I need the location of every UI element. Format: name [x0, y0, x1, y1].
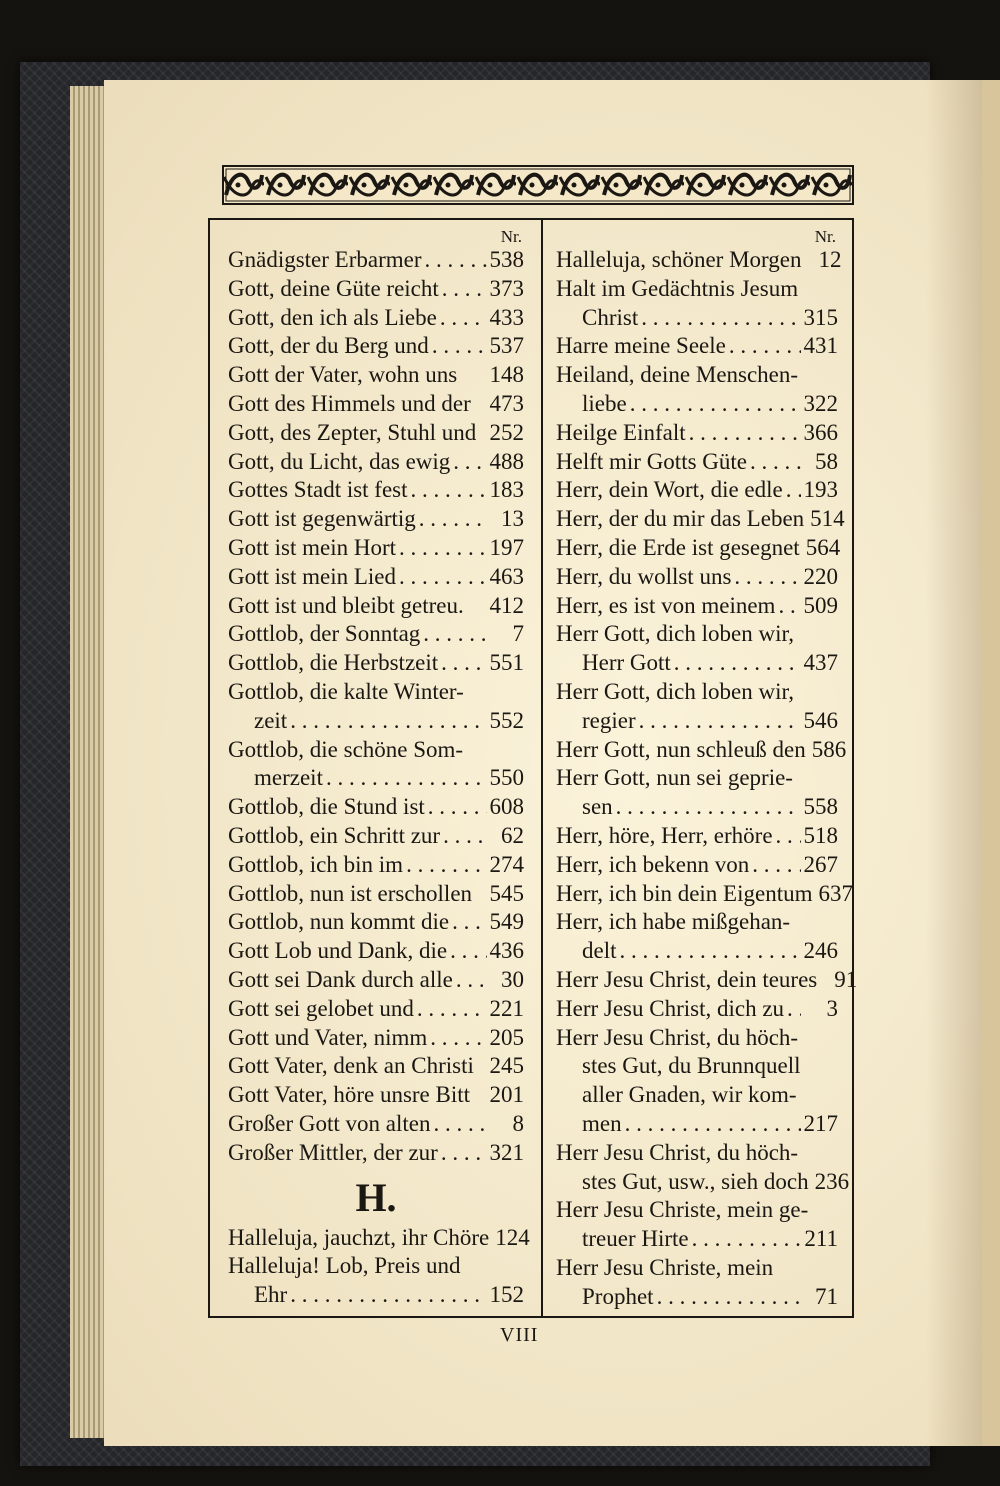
- index-entry: [228, 937, 524, 966]
- hymn-number: 221: [489, 995, 524, 1021]
- dot-leader: [734, 563, 800, 592]
- dot-leader: [452, 908, 486, 937]
- dot-leader: [442, 275, 487, 304]
- dot-leader: [326, 764, 487, 793]
- hymn-number: 463: [489, 563, 524, 589]
- index-entry: [228, 851, 524, 880]
- index-entry: [228, 1110, 524, 1139]
- hymn-title: Gott Vater, höre unsre Bitt: [228, 1082, 471, 1108]
- hymn-number: 431: [803, 333, 838, 359]
- index-entry: [556, 1081, 838, 1110]
- index-entry: [556, 1254, 838, 1283]
- dot-leader: [752, 851, 800, 880]
- dot-leader: [692, 1225, 801, 1254]
- index-entry: [228, 275, 524, 304]
- hymn-number: 62: [501, 822, 524, 848]
- hymn-title: Herr, die Erde ist gesegnet: [556, 534, 800, 560]
- hymn-title: Herr Gott, nun schleuß den: [556, 736, 806, 762]
- hymn-title: Herr Gott, nun sei geprie-: [556, 765, 793, 791]
- hymn-title: Herr Jesu Christ, du höch-: [556, 1139, 799, 1165]
- hymn-number: 217: [803, 1110, 838, 1136]
- hymn-number: 412: [489, 592, 524, 618]
- hymn-number: 550: [489, 765, 524, 791]
- dot-leader: [630, 390, 801, 419]
- hymn-title: delt: [582, 938, 617, 964]
- hymn-title: Gott, des Zepter, Stuhl und: [228, 419, 477, 445]
- hymn-number: 322: [803, 390, 838, 416]
- index-entry: [556, 332, 838, 361]
- hymn-title: Gott ist gegenwärtig: [228, 506, 416, 532]
- index-entry: [556, 822, 838, 851]
- hymn-number: 236: [814, 1168, 850, 1194]
- index-entry: [556, 1168, 850, 1197]
- hymn-title: Herr, ich bin dein Eigentum: [556, 880, 813, 906]
- hymn-title: Helft mir Gotts Güte: [556, 448, 747, 474]
- index-entry: [228, 304, 524, 333]
- hymn-number: 58: [815, 448, 838, 474]
- hymn-number: 564: [805, 534, 841, 560]
- hymn-number: 537: [489, 333, 524, 359]
- hymn-title: Heilge Einfalt: [556, 419, 686, 445]
- index-entry: [556, 1139, 838, 1168]
- hymn-title: Herr Gott, dich loben wir,: [556, 621, 794, 647]
- hymn-number: 193: [803, 477, 838, 503]
- hymn-number: 321: [489, 1139, 524, 1165]
- hymn-number: 197: [489, 534, 524, 560]
- hymn-number: 509: [803, 592, 838, 618]
- hymn-title: Gott des Himmels und der: [228, 390, 471, 416]
- hymn-title: Gottlob, nun kommt die: [228, 909, 450, 935]
- index-entry: [228, 332, 524, 361]
- dot-leader: [641, 304, 800, 333]
- dot-leader: [433, 1110, 487, 1139]
- index-entry: [556, 361, 838, 390]
- index-entry: [556, 678, 838, 707]
- hymn-number: 366: [803, 419, 838, 445]
- page-gutter-shade: [926, 80, 982, 1446]
- hymn-number: 373: [489, 275, 524, 301]
- hymn-title: Gottlob, der Sonntag: [228, 621, 421, 647]
- column-divider: [541, 220, 543, 1316]
- hymn-title: Gottlob, ein Schritt zur: [228, 822, 441, 848]
- dot-leader: [430, 1024, 486, 1053]
- hymn-title: Ehr: [254, 1282, 288, 1308]
- index-entry: [556, 304, 838, 333]
- index-entry: [556, 707, 838, 736]
- hymn-number: 3: [826, 995, 838, 1021]
- index-entry: [556, 764, 838, 793]
- hymn-title: Gott der Vater, wohn uns: [228, 362, 458, 388]
- index-entry: [228, 1139, 524, 1168]
- hymn-title: Herr, es ist von meinem: [556, 592, 776, 618]
- hymn-title: Halt im Gedächtnis Jesum: [556, 275, 799, 301]
- dot-leader: [786, 476, 801, 505]
- dot-leader: [399, 534, 486, 563]
- index-entry: [556, 563, 838, 592]
- index-entry: [228, 563, 524, 592]
- dot-leader: [432, 332, 487, 361]
- index-entry: [556, 1283, 838, 1312]
- index-entry: [228, 793, 524, 822]
- hymn-title: Gnädigster Erbarmer: [228, 247, 422, 272]
- next-page-edge: [982, 80, 1000, 1446]
- hymn-number: 183: [489, 477, 524, 503]
- dot-leader: [776, 822, 801, 851]
- index-entry: [556, 1225, 838, 1254]
- dot-leader: [290, 707, 486, 736]
- hymn-number: 252: [489, 419, 524, 445]
- hymn-number: 201: [489, 1082, 524, 1108]
- dot-leader: [674, 649, 801, 678]
- hymn-title: Herr, ich habe mißgehan-: [556, 909, 791, 935]
- hymn-title: Harre meine Seele: [556, 333, 726, 359]
- hymn-title: Herr Jesu Christe, mein: [556, 1254, 774, 1280]
- hymn-number: 586: [811, 736, 847, 762]
- dot-leader: [625, 1110, 801, 1139]
- hymn-number: 514: [810, 506, 845, 532]
- index-entry: [556, 390, 838, 419]
- index-entry: [228, 246, 524, 275]
- index-entry: [228, 649, 524, 678]
- hymn-title: men: [582, 1110, 622, 1136]
- dot-leader: [778, 592, 800, 621]
- index-entry: [556, 620, 838, 649]
- hymn-title: Halleluja! Lob, Preis und: [228, 1253, 461, 1279]
- index-entry: [228, 448, 524, 477]
- dot-leader: [406, 851, 486, 880]
- hymn-title: Gott, der du Berg und: [228, 333, 429, 359]
- nr-header-left: Nr.: [500, 227, 522, 246]
- index-entry: [556, 736, 847, 765]
- index-list-left: [228, 246, 524, 1168]
- hymn-title: liebe: [582, 390, 627, 416]
- index-entry: [556, 1196, 838, 1225]
- hymn-title: regier: [582, 707, 636, 733]
- index-entry: [556, 793, 838, 822]
- hymn-number: 245: [489, 1053, 524, 1079]
- hymn-title: Prophet: [582, 1283, 654, 1309]
- hymn-number: 7: [512, 621, 524, 647]
- hymn-title: Gottlob, ich bin im: [228, 851, 404, 877]
- hymn-title: Gottlob, die Herbstzeit: [228, 650, 439, 676]
- dot-leader: [456, 966, 487, 995]
- index-entry: [228, 1224, 530, 1253]
- hymn-title: Herr, ich bekenn von: [556, 851, 750, 877]
- hymn-number: 91: [834, 966, 858, 992]
- hymn-number: 152: [489, 1282, 524, 1308]
- hymn-number: 148: [489, 362, 524, 388]
- hymn-title: Gott ist und bleibt getreu.: [228, 592, 464, 618]
- hymn-title: Großer Mittler, der zur: [228, 1139, 438, 1165]
- index-entry: [556, 592, 838, 621]
- dot-leader: [616, 793, 801, 822]
- hymn-title: Gott Vater, denk an Christi: [228, 1053, 474, 1079]
- hymn-number: 12: [818, 247, 842, 272]
- hymn-title: Herr Gott: [582, 650, 671, 676]
- index-entry: [228, 390, 524, 419]
- index-entry: [228, 1024, 524, 1053]
- dot-leader: [689, 419, 801, 448]
- index-entry: [228, 361, 524, 390]
- hymn-title: Herr, höre, Herr, erhöre: [556, 822, 773, 848]
- hymn-title: Herr, dein Wort, die edle: [556, 477, 783, 503]
- hymn-title: Gott, deine Güte reicht: [228, 275, 439, 301]
- dot-leader: [729, 332, 801, 361]
- hymn-title: Gott, den ich als Liebe: [228, 304, 437, 330]
- hymn-number: 13: [501, 506, 524, 532]
- hymn-title: Großer Gott von alten: [228, 1110, 431, 1136]
- dot-leader: [443, 822, 487, 851]
- index-entry: [228, 534, 524, 563]
- hymn-title: Herr, der du mir das Leben: [556, 506, 805, 532]
- index-entry: [228, 1052, 524, 1081]
- hymn-title: stes Gut, usw., sieh doch: [582, 1168, 809, 1194]
- index-entry: [228, 620, 524, 649]
- index-entry: [556, 995, 838, 1024]
- hymn-title: Halleluja, schöner Morgen: [556, 247, 802, 272]
- index-entry: [556, 880, 853, 909]
- index-entry: [228, 505, 524, 534]
- dot-leader: [417, 995, 487, 1024]
- index-entry: [228, 1252, 524, 1281]
- dot-leader: [787, 995, 801, 1024]
- hymn-number: 274: [489, 851, 524, 877]
- index-entry: [556, 476, 838, 505]
- dot-leader: [657, 1283, 801, 1312]
- hymn-number: 220: [803, 563, 838, 589]
- index-entry: [228, 908, 524, 937]
- hymn-title: treuer Hirte: [582, 1226, 689, 1252]
- index-entry: [228, 678, 524, 707]
- hymn-number: 246: [803, 938, 838, 964]
- index-entry: [556, 505, 845, 534]
- hymn-number: 546: [803, 707, 838, 733]
- dot-leader: [399, 563, 486, 592]
- dot-leader: [639, 707, 801, 736]
- hymn-number: 30: [501, 966, 524, 992]
- index-entry: [556, 1052, 838, 1081]
- hymn-number: 558: [803, 794, 838, 820]
- index-entry: [228, 419, 524, 448]
- hymn-title: sen: [582, 794, 613, 820]
- hymn-number: 545: [489, 880, 524, 906]
- hymn-number: 637: [818, 880, 853, 906]
- hymn-title: Gott und Vater, nimm: [228, 1024, 428, 1050]
- hymn-number: 518: [803, 822, 838, 848]
- index-entry: [556, 937, 838, 966]
- index-entry: [556, 1110, 838, 1139]
- dot-leader: [440, 304, 487, 333]
- dot-leader: [441, 1139, 487, 1168]
- dot-leader: [428, 793, 487, 822]
- index-entry: [556, 275, 838, 304]
- hymn-title: Gott Lob und Dank, die: [228, 938, 448, 964]
- hymn-title: Gott, du Licht, das ewig: [228, 448, 451, 474]
- dot-leader: [750, 448, 801, 477]
- hymn-number: 488: [489, 448, 524, 474]
- hymn-number: 124: [495, 1224, 530, 1250]
- dot-leader: [425, 246, 487, 275]
- hymn-index-table: [208, 218, 858, 1318]
- index-list-left-h: [228, 1224, 530, 1310]
- dot-leader: [453, 448, 486, 477]
- hymn-number: 552: [489, 707, 524, 733]
- dot-leader: [423, 620, 487, 649]
- nr-header-right: Nr.: [814, 227, 836, 246]
- page-number: VIII: [500, 1324, 539, 1346]
- index-entry: [228, 1281, 524, 1310]
- index-entry: [228, 707, 524, 736]
- hymn-title: Halleluja, jauchzt, ihr Chöre: [228, 1224, 490, 1250]
- index-entry: [228, 880, 524, 909]
- index-entry: [556, 448, 838, 477]
- hymn-number: 211: [804, 1226, 838, 1252]
- dot-leader: [441, 649, 486, 678]
- hymn-number: 433: [489, 304, 524, 330]
- dot-leader: [620, 937, 801, 966]
- hymn-number: 549: [489, 909, 524, 935]
- index-entry: [228, 476, 524, 505]
- hymn-title: Herr Gott, dich loben wir,: [556, 678, 794, 704]
- hymn-number: 8: [512, 1110, 524, 1136]
- dot-leader: [290, 1281, 486, 1310]
- hymn-title: stes Gut, du Brunnquell: [582, 1053, 801, 1079]
- section-letter-h: H.: [355, 1174, 397, 1220]
- hymn-title: Gott ist mein Lied: [228, 563, 397, 589]
- hymn-title: Heiland, deine Menschen-: [556, 362, 799, 388]
- hymn-number: 71: [815, 1283, 838, 1309]
- index-entry: [228, 822, 524, 851]
- hymn-title: Gottlob, die Stund ist: [228, 794, 425, 820]
- hymn-number: 437: [803, 650, 838, 676]
- hymn-title: Herr Jesu Christ, dich zu: [556, 995, 785, 1021]
- hymn-number: 551: [489, 650, 524, 676]
- hymn-title: zeit: [254, 707, 288, 733]
- index-entry: [228, 736, 524, 765]
- hymn-title: Herr Jesu Christ, dein teures: [556, 966, 818, 992]
- index-entry: [556, 966, 858, 995]
- hymn-number: 538: [489, 247, 524, 272]
- hymn-number: 205: [489, 1024, 524, 1050]
- dot-leader: [450, 937, 486, 966]
- index-column-left: [228, 227, 530, 1310]
- hymn-number: 315: [803, 304, 838, 330]
- index-entry: [556, 246, 842, 275]
- index-list-right: [556, 246, 858, 1311]
- index-entry: [556, 1024, 838, 1053]
- index-entry: [228, 1081, 524, 1110]
- hymn-title: Gottes Stadt ist fest: [228, 477, 408, 503]
- index-entry: [556, 649, 838, 678]
- hymn-number: 473: [489, 390, 524, 416]
- index-entry: [228, 764, 524, 793]
- hymn-title: Gottlob, die kalte Winter-: [228, 678, 464, 704]
- index-entry: [556, 534, 841, 563]
- index-entry: [228, 966, 524, 995]
- hymn-number: 436: [489, 938, 524, 964]
- hymn-title: Herr, du wollst uns: [556, 563, 732, 589]
- dot-leader: [411, 476, 487, 505]
- hymn-title: Gott sei gelobet und: [228, 995, 414, 1021]
- hymn-title: Christ: [582, 304, 639, 330]
- index-entry: [556, 908, 838, 937]
- dot-leader: [419, 505, 487, 534]
- hymn-title: merzeit: [254, 765, 323, 791]
- hymn-title: Gottlob, die schöne Som-: [228, 736, 464, 762]
- ornamental-border-band: [222, 165, 854, 205]
- hymn-number: 267: [803, 851, 838, 877]
- hymn-title: Gottlob, nun ist erschollen: [228, 880, 473, 906]
- index-entry: [228, 592, 524, 621]
- hymn-title: Gott sei Dank durch alle: [228, 966, 453, 992]
- hymn-title: Herr Jesu Christ, du höch-: [556, 1024, 799, 1050]
- index-entry: [228, 995, 524, 1024]
- index-entry: [556, 419, 838, 448]
- hymn-number: 608: [489, 794, 524, 820]
- index-entry: [556, 851, 838, 880]
- index-column-right: [556, 227, 858, 1311]
- hymn-title: Gott ist mein Hort: [228, 534, 397, 560]
- hymn-title: aller Gnaden, wir kom-: [582, 1082, 797, 1108]
- hymn-title: Herr Jesu Christe, mein ge-: [556, 1197, 809, 1223]
